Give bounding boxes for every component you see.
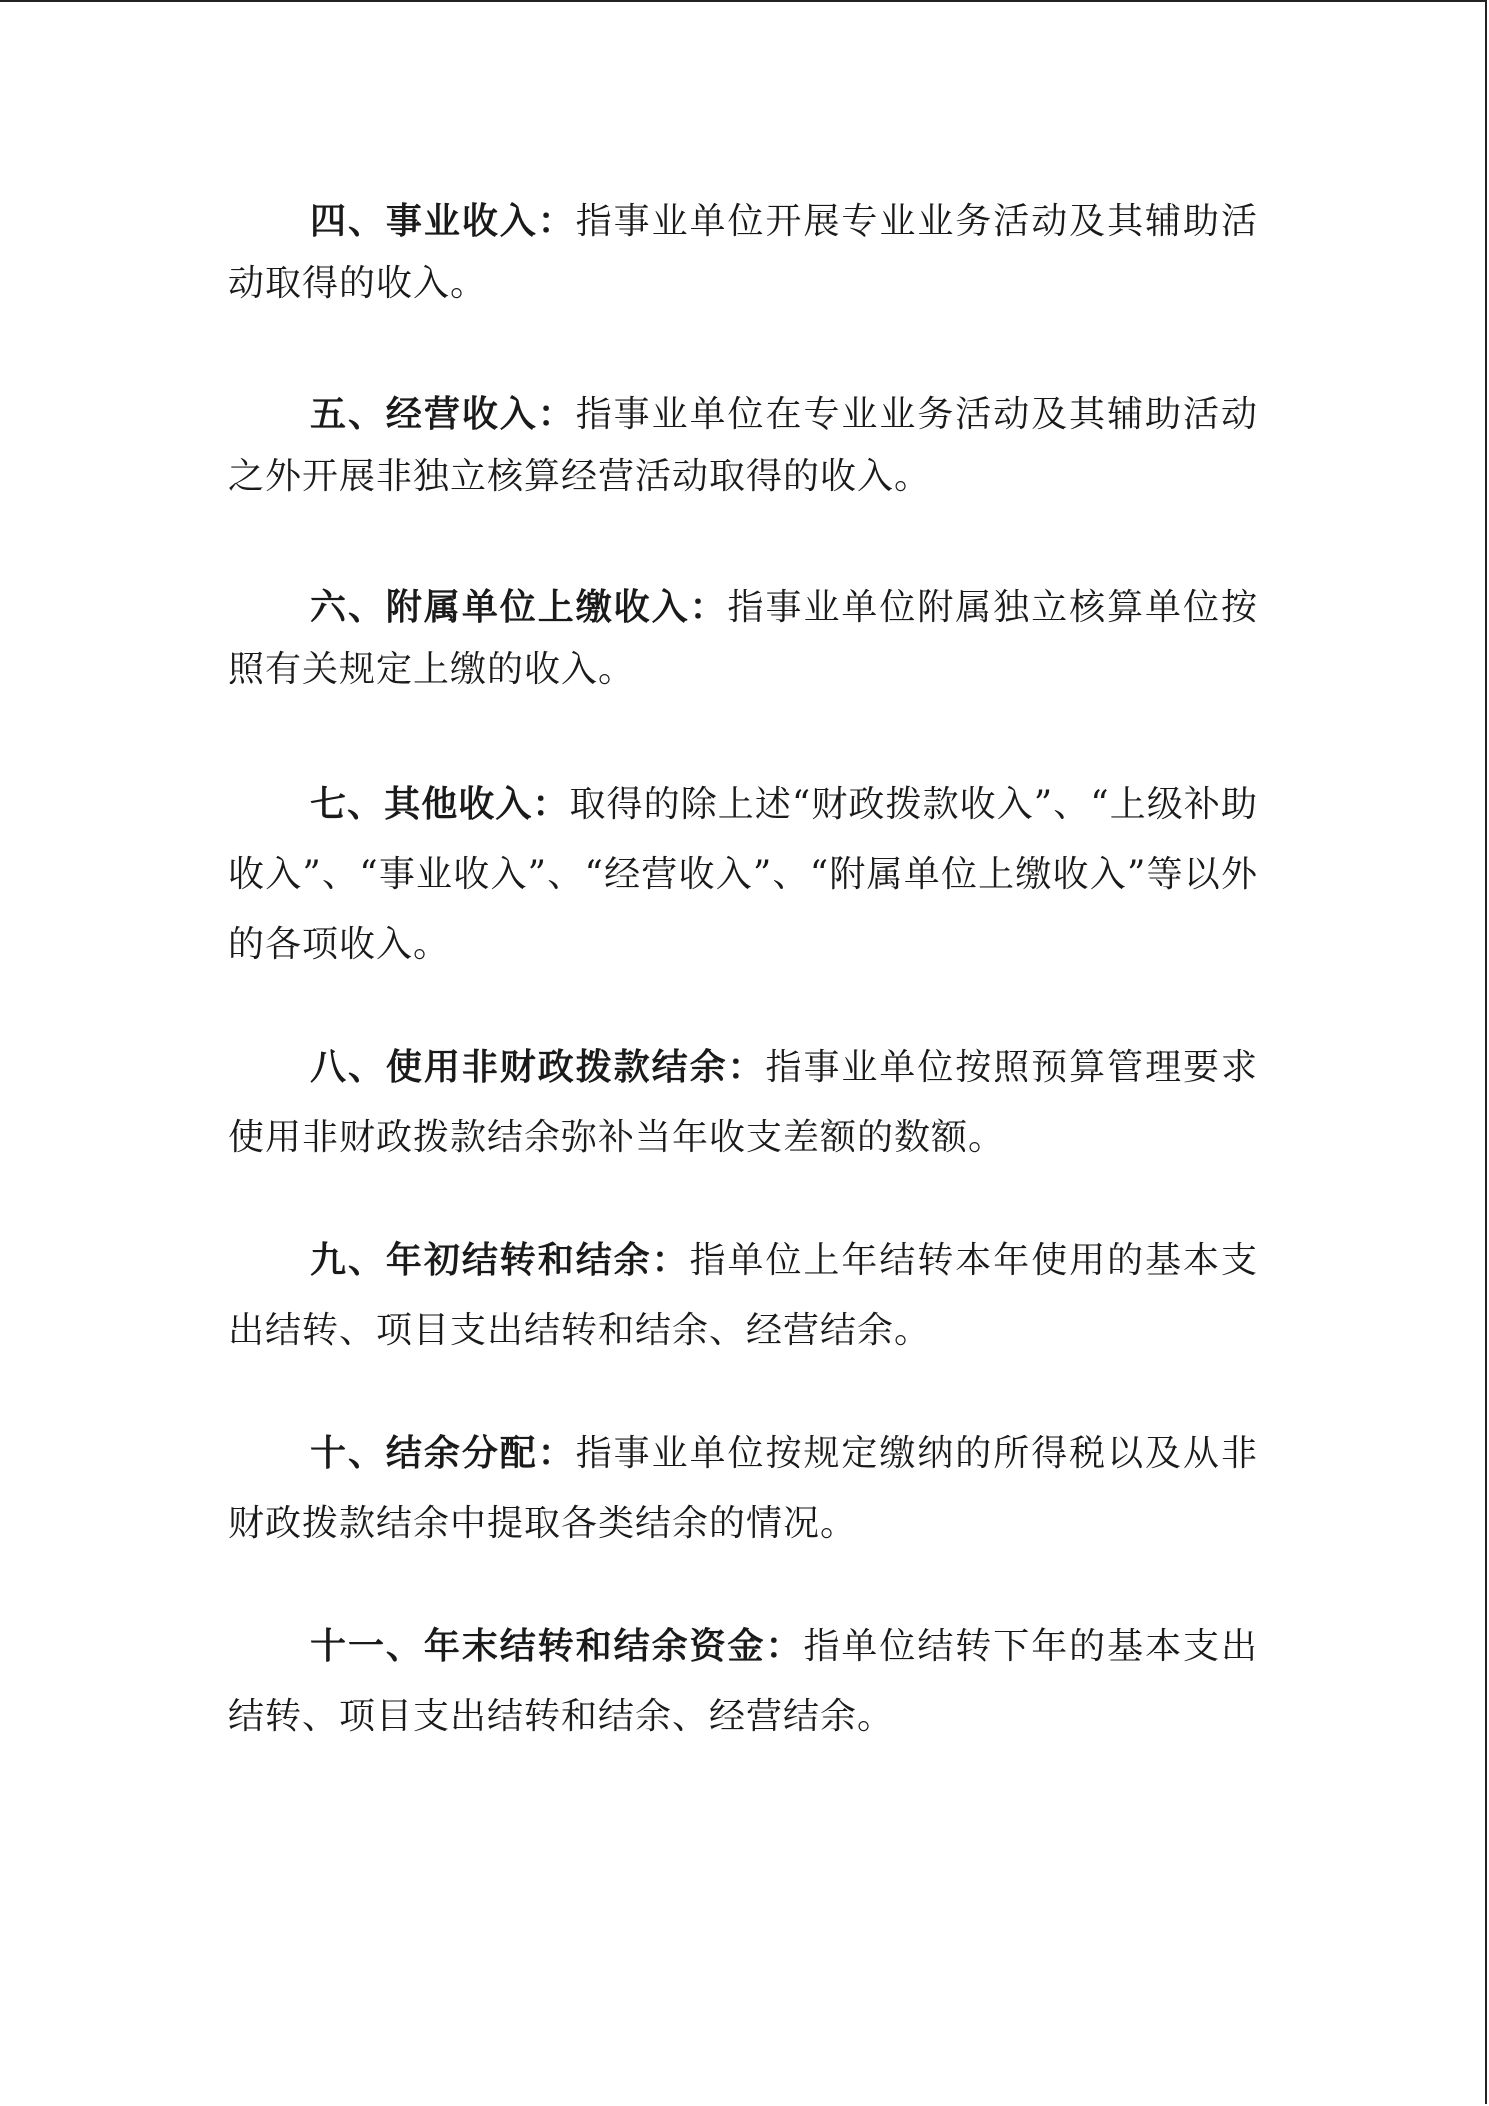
definition-subsidiary-remittance: 指事业单位附属独立核算单位按照有关规定上缴的收入。 <box>228 587 1258 690</box>
definition-non-fiscal-balance-use: 指事业单位按照预算管理要求使用非财政拨款结余弥补当年收支差额的数额。 <box>228 1047 1258 1158</box>
definition-other-income: 取得的除上述“财政拨款收入”、“上级补助收入”、“事业收入”、“经营收入”、“附属单位上缴收入”等以外的各项收入。 <box>228 784 1258 965</box>
definition-operating-income: 指事业单位在专业业务活动及其辅助活动之外开展非独立核算经营活动取得的收入。 <box>228 394 1258 497</box>
term-non-fiscal-balance-use: 八、使用非财政拨款结余： <box>310 1046 766 1088</box>
term-balance-distribution: 十、结余分配： <box>310 1432 576 1474</box>
term-operating-income: 五、经营收入： <box>310 393 576 435</box>
entry-year-end-carryover <box>228 1611 1258 1752</box>
definition-year-end-carryover: 指单位结转下年的基本支出结转、项目支出结转和结余、经营结余。 <box>228 1626 1258 1737</box>
term-other-income: 七、其他收入： <box>310 783 570 825</box>
definition-balance-distribution: 指事业单位按规定缴纳的所得税以及从非财政拨款结余中提取各类结余的情况。 <box>228 1433 1258 1544</box>
term-beginning-carryover: 九、年初结转和结余： <box>310 1239 690 1281</box>
entry-non-fiscal-balance-use <box>228 1032 1258 1173</box>
entry-beginning-carryover <box>228 1225 1258 1366</box>
entry-subsidiary-remittance <box>228 576 1258 701</box>
definition-beginning-carryover: 指单位上年结转本年使用的基本支出结转、项目支出结转和结余、经营结余。 <box>228 1240 1258 1351</box>
definition-business-income: 指事业单位开展专业业务活动及其辅助活动取得的收入。 <box>228 201 1258 304</box>
term-subsidiary-remittance: 六、附属单位上缴收入： <box>310 586 728 628</box>
term-year-end-carryover: 十一、年末结转和结余资金： <box>310 1625 804 1667</box>
entry-balance-distribution <box>228 1418 1258 1559</box>
entry-operating-income <box>228 383 1258 508</box>
document-body <box>228 190 1258 1804</box>
term-business-income: 四、事业收入： <box>310 200 576 242</box>
entry-other-income <box>228 769 1258 980</box>
entry-business-income <box>228 190 1258 315</box>
